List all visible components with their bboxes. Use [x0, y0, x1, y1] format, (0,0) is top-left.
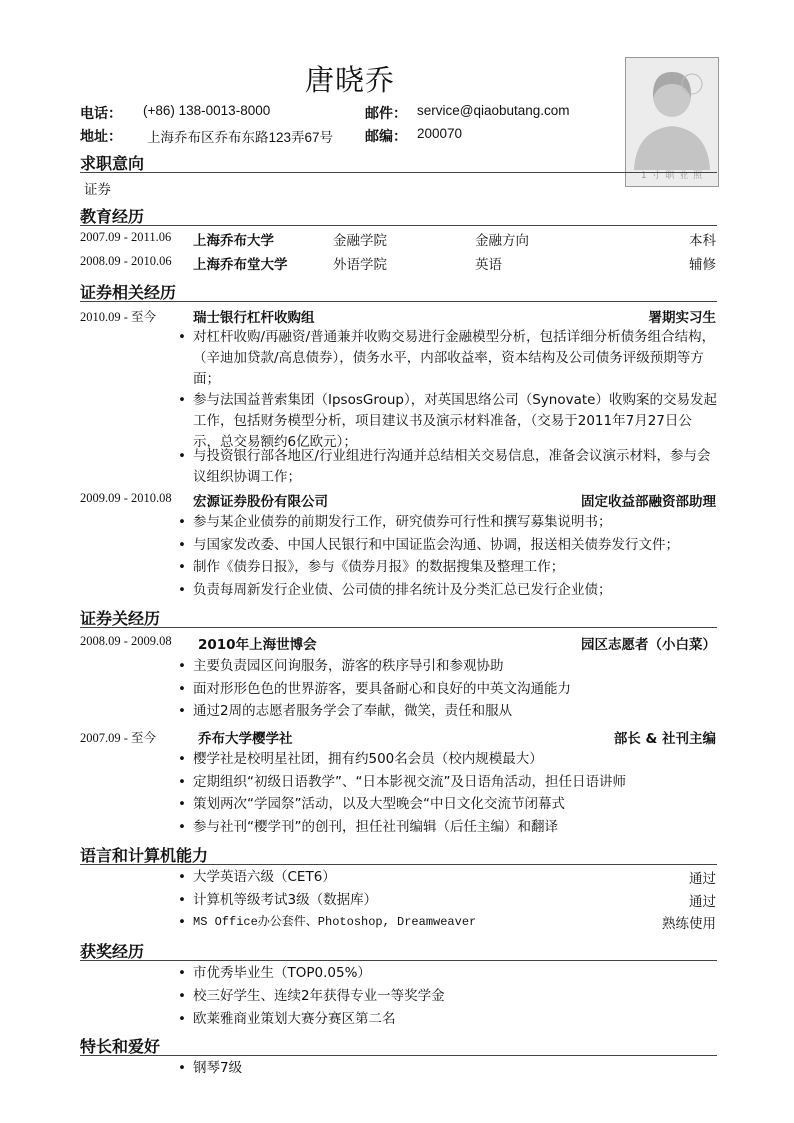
bullet-icon: • [178, 582, 186, 598]
phone-label: 电话： [80, 106, 122, 122]
edu-major: 英语 [475, 257, 502, 273]
address-value: 上海乔布区乔布东路123弄67号 [147, 130, 334, 145]
awards-title: 获奖经历 [80, 942, 145, 961]
activity-org: 2010年上海世博会 [198, 637, 317, 653]
edu-degree: 辅修 [689, 257, 716, 273]
divider [80, 627, 717, 628]
bullet-icon: • [178, 869, 186, 885]
divider [80, 864, 717, 865]
edu-date: 2008.09 - 2010.06 [80, 254, 172, 268]
phone-value: (+86) 138-0013-8000 [143, 103, 271, 118]
work-org: 瑞士银行杠杆收购组 [193, 310, 315, 326]
work-title: 证券相关经历 [80, 283, 177, 302]
zip-label: 邮编： [365, 129, 407, 145]
bullet-icon: • [178, 751, 186, 767]
bullet-item: • 策划两次“学园祭”活动，以及大型晚会“中日文化交流节闭幕式 [178, 794, 718, 815]
skills-title: 语言和计算机能力 [80, 846, 209, 865]
bullet-icon: • [178, 819, 186, 835]
divider [80, 172, 717, 173]
bullet-item: • 参与某企业债券的前期发行工作，研究债券可行性和撰写募集说明书； [178, 512, 718, 533]
bullet-item: • 与投资银行部各地区/行业组进行沟通并总结相关交易信息，准备会议演示材料，参与会议组织协调工作； [178, 448, 711, 485]
bullet-icon: • [178, 559, 186, 575]
skill-item: • 计算机等级考试3级（数据库） [178, 890, 718, 911]
bullet-icon: • [178, 774, 186, 790]
edu-date: 2007.09 - 2011.06 [80, 230, 172, 244]
zip-value: 200070 [417, 126, 463, 141]
objective-title: 求职意向 [80, 154, 145, 173]
hobbies-title: 特长和爱好 [80, 1037, 161, 1056]
bullet-item: • 定期组织“初级日语教学”、“日本影视交流”及日语角活动，担任日语讲师 [178, 772, 718, 793]
bullet-icon: • [178, 537, 186, 553]
candidate-name: 唐晓乔 [305, 63, 396, 97]
bullet-item: • 负责每周新发行企业债、公司债的排名统计及分类汇总已发行企业债； [178, 580, 718, 601]
activity-date: 2007.09 - 至今 [80, 731, 157, 745]
bullet-item: • 制作《债券日报》，参与《债券月报》的数据搜集及整理工作； [178, 557, 718, 578]
bullet-icon: • [178, 796, 186, 812]
bullet-icon: • [178, 914, 186, 930]
bullet-icon: • [178, 448, 186, 464]
work-date: 2009.09 - 2010.08 [80, 491, 172, 505]
bullet-icon: • [178, 1060, 186, 1076]
edu-college: 金融学院 [333, 233, 387, 249]
bullet-item: • 面对形形色色的世界游客，要具备耐心和良好的中英文沟通能力 [178, 679, 718, 700]
award-item: • 欧莱雅商业策划大赛分赛区第二名 [178, 1009, 718, 1030]
skill-level: 通过 [689, 871, 716, 887]
activities-title: 证券关经历 [80, 609, 161, 628]
profile-photo [625, 57, 719, 187]
person-silhouette-icon [626, 58, 718, 186]
bullet-item: • 与国家发改委、中国人民银行和中国证监会沟通、协调，报送相关债券发行文件； [178, 535, 718, 556]
objective-value: 证券 [84, 182, 111, 198]
bullet-icon: • [178, 892, 186, 908]
work-org: 宏源证券股份有限公司 [193, 494, 328, 510]
bullet-icon: • [178, 1011, 186, 1027]
bullet-item: • 樱学社是校明星社团，拥有约500名会员（校内规模最大） [178, 749, 718, 770]
skill-level: 通过 [689, 894, 716, 910]
activity-date: 2008.09 - 2009.08 [80, 634, 172, 648]
activity-role: 园区志愿者（小白菜） [581, 637, 716, 653]
skill-item: • MS Office办公套件、Photoshop, Dreamweaver [178, 912, 718, 933]
work-date: 2010.09 - 至今 [80, 310, 157, 324]
bullet-icon: • [178, 681, 186, 697]
work-role: 固定收益部融资部助理 [581, 494, 716, 510]
divider [80, 960, 717, 961]
bullet-item: • 对杠杆收购/再融资/普通兼并收购交易进行金融模型分析，包括详细分析债务组合结构，（辛迪加贷款/高息债券），债务水平，内部收益率，资本结构及公司债务评级预期等方面； [178, 329, 716, 387]
bullet-icon: • [178, 514, 186, 530]
award-item: • 校三好学生、连续2年获得专业一等奖学金 [178, 986, 718, 1007]
address-label: 地址： [80, 129, 122, 145]
edu-school: 上海乔布堂大学 [193, 257, 288, 273]
email-label: 邮件： [365, 106, 407, 122]
edu-degree: 本科 [689, 233, 716, 249]
work-role: 署期实习生 [648, 310, 716, 326]
bullet-icon: • [178, 988, 186, 1004]
hobby-item: • 钢琴7级 [178, 1058, 718, 1079]
skill-item: • 大学英语六级（CET6） [178, 867, 718, 888]
bullet-item: • 参与社刊“樱学刊”的创刊，担任社刊编辑（后任主编）和翻译 [178, 817, 718, 838]
divider [80, 1055, 717, 1056]
bullet-icon: • [178, 965, 186, 981]
divider [80, 225, 717, 226]
photo-caption: 1 寸 职 业 照 [640, 171, 704, 181]
edu-college: 外语学院 [333, 257, 387, 273]
bullet-icon: • [178, 392, 186, 408]
email-value[interactable]: service@qiaobutang.com [417, 103, 570, 118]
edu-major: 金融方向 [475, 233, 529, 249]
divider [80, 301, 717, 302]
award-item: • 市优秀毕业生（TOP0.05%） [178, 963, 718, 984]
education-title: 教育经历 [80, 207, 145, 226]
activity-role: 部长 & 社刊主编 [613, 731, 716, 747]
bullet-item: • 主要负责园区问询服务，游客的秩序导引和参观协助 [178, 656, 718, 677]
bullet-icon: • [178, 329, 186, 345]
activity-org: 乔布大学樱学社 [198, 731, 293, 747]
bullet-item: • 通过2周的志愿者服务学会了奉献，微笑，责任和服从 [178, 701, 718, 722]
bullet-icon: • [178, 703, 186, 719]
bullet-item: • 参与法国益普索集团（IpsosGroup），对英国思络公司（Synovate）收购案的交易发起工作，包括财务模型分析，项目建议书及演示材料准备，（交易于2011年7月27日公示，总交易额约6亿欧元）； [178, 392, 717, 450]
edu-school: 上海乔布大学 [193, 233, 274, 249]
skill-level: 熟练使用 [662, 916, 716, 932]
bullet-icon: • [178, 658, 186, 674]
